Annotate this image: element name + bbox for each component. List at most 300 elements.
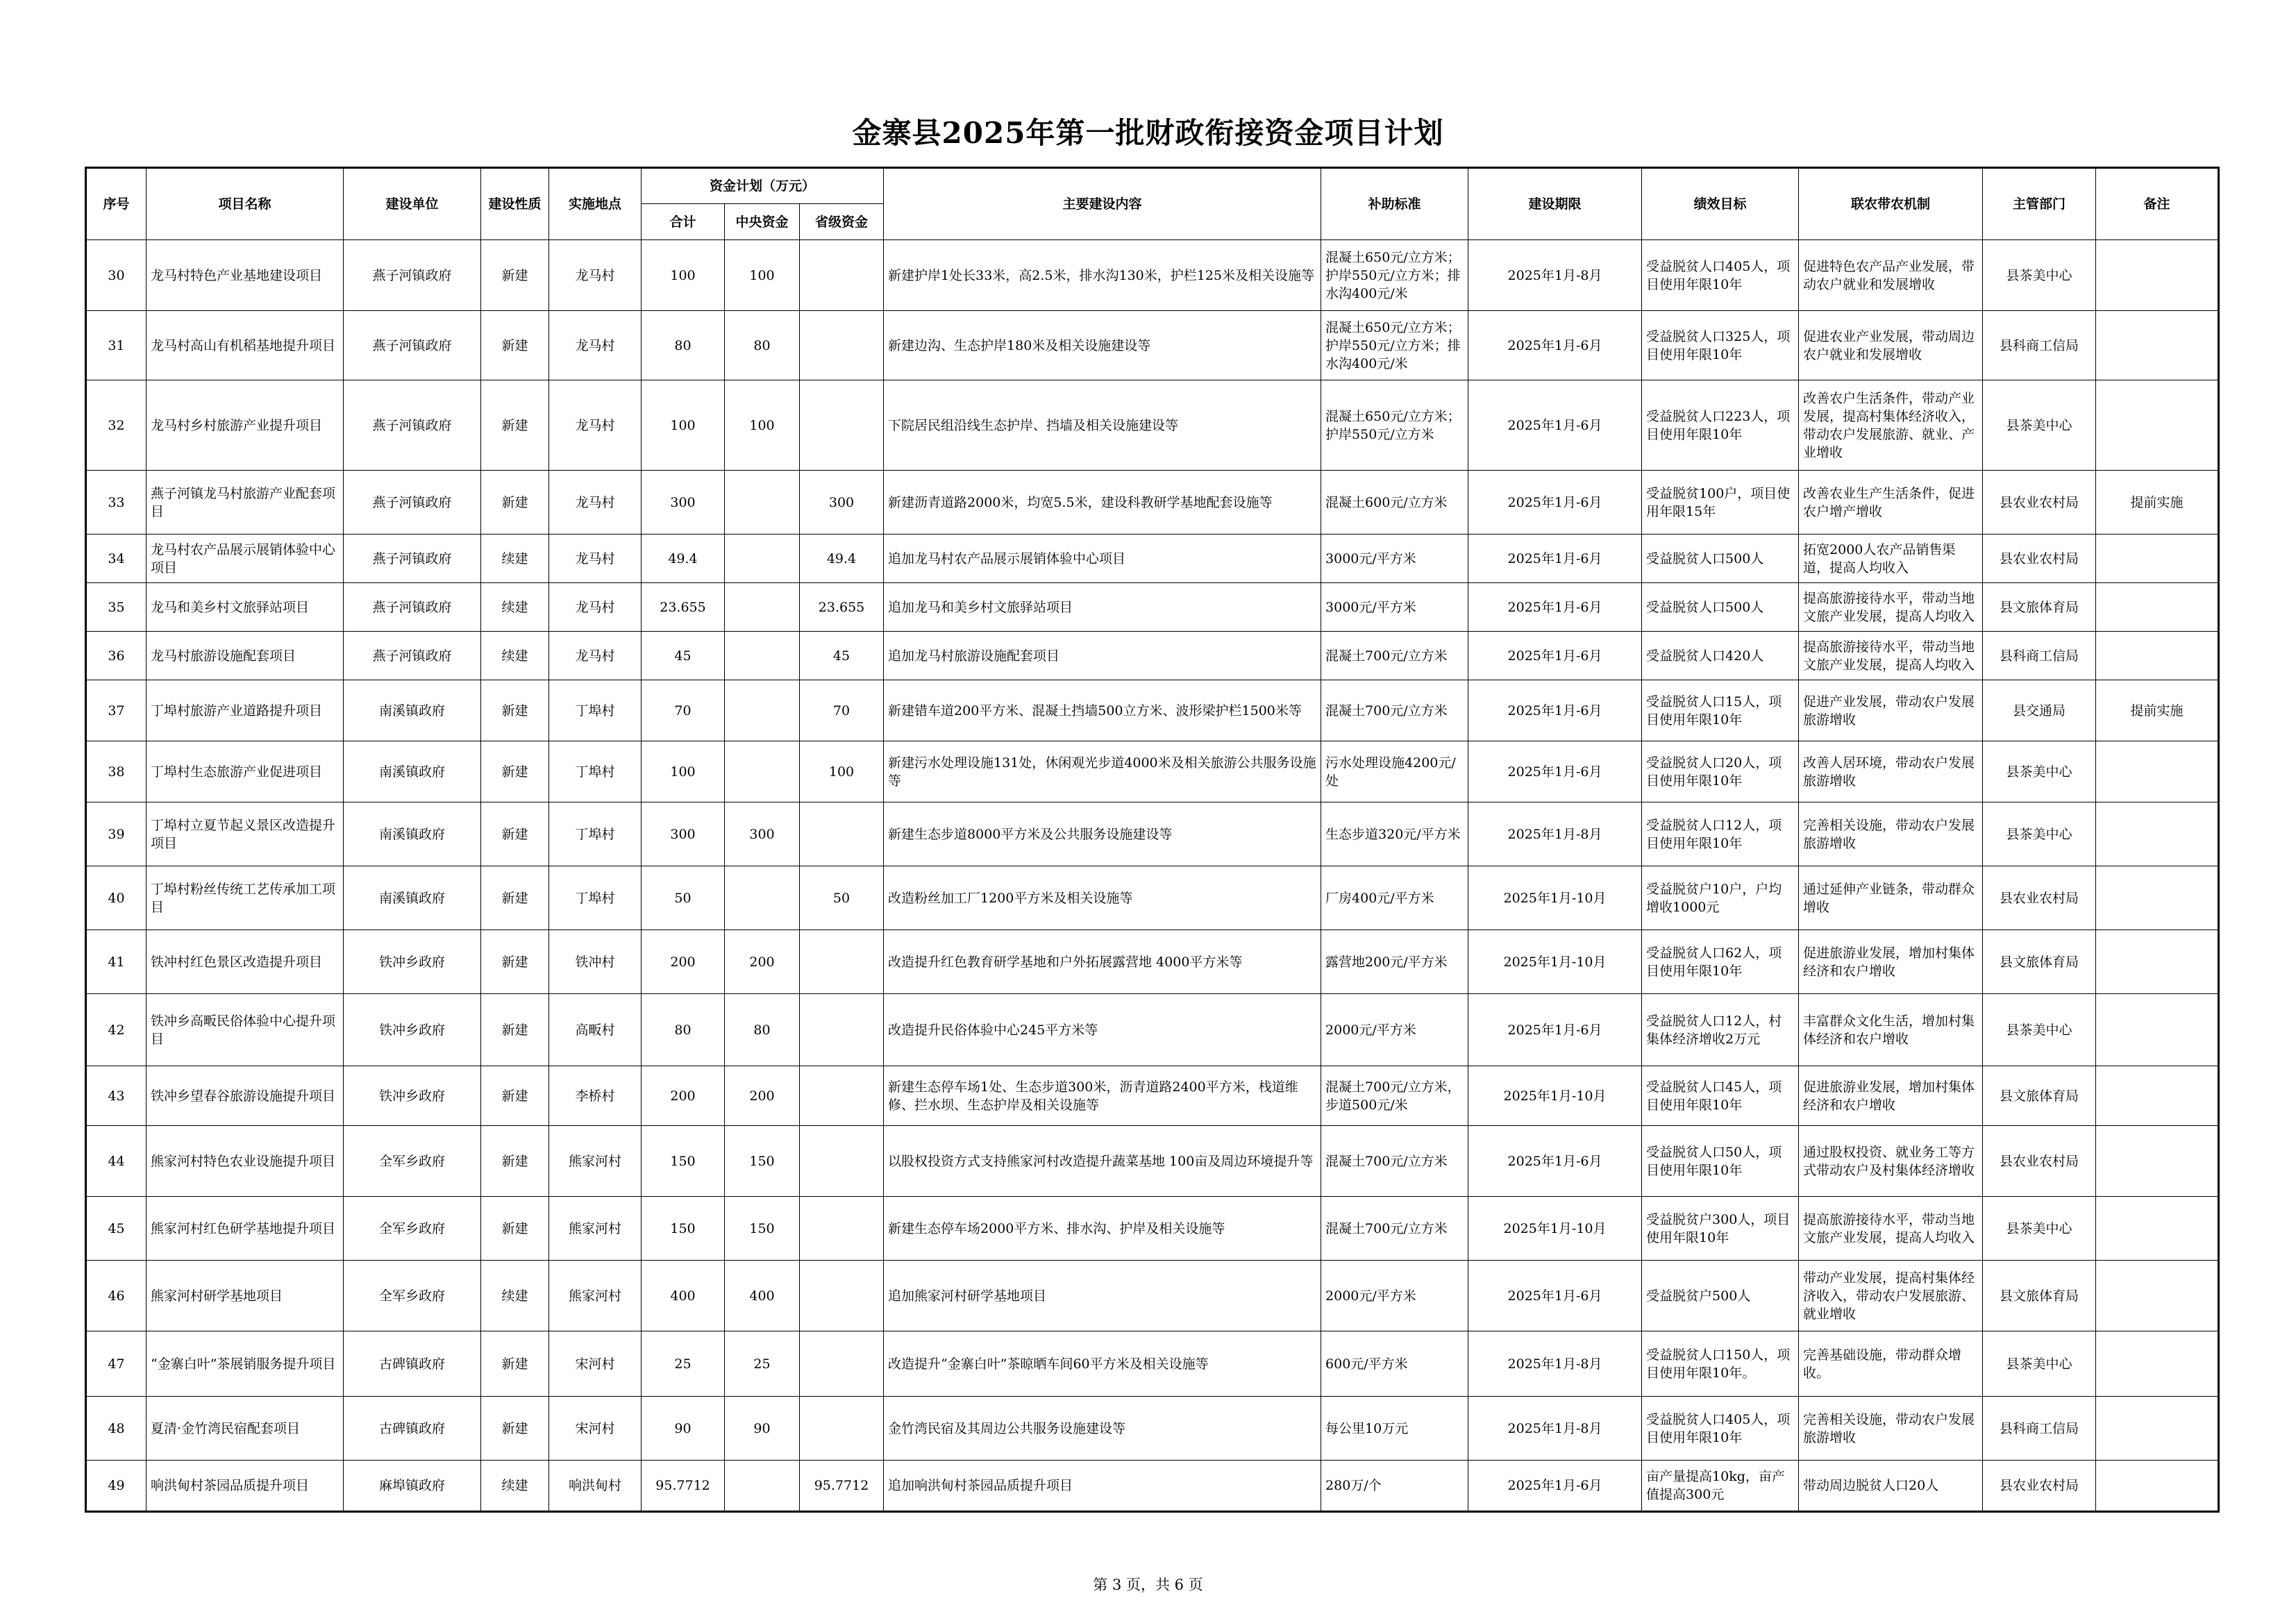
table-row [86,680,2219,741]
row-subsidy: 混凝土700元/立方米 [1321,680,1468,741]
header-dept: 主管部门 [1983,168,2096,240]
header-unit: 建设单位 [344,168,481,240]
row-seq: 47 [86,1331,146,1397]
row-mechanism: 促进旅游业发展，增加村集体经济和农户增收 [1799,930,1983,994]
row-period: 2025年1月-6月 [1468,680,1642,741]
row-nature: 新建 [481,471,549,535]
row-seq: 37 [86,680,146,741]
row-project-name: 龙马村乡村旅游产业提升项目 [146,380,344,471]
row-remark [2096,1126,2219,1197]
row-provincial [800,1261,884,1331]
row-provincial: 49.4 [800,535,884,583]
row-remark [2096,240,2219,311]
row-unit: 燕子河镇政府 [344,380,481,471]
row-content: 新建生态停车场1处、生态步道300米，沥青道路2400平方米，栈道维修、拦水坝、生态护岸及相关设施等 [884,1066,1321,1126]
row-location: 熊家河村 [549,1126,642,1197]
row-seq: 41 [86,930,146,994]
row-unit: 南溪镇政府 [344,802,481,866]
row-location: 丁埠村 [549,741,642,802]
row-location: 龙马村 [549,583,642,632]
row-central [725,535,800,583]
row-performance: 受益脱贫人口223人，项目使用年限10年 [1642,380,1799,471]
row-period: 2025年1月-6月 [1468,311,1642,380]
row-performance: 受益脱贫100户，项目使用年限15年 [1642,471,1799,535]
row-subsidy: 混凝土650元/立方米；护岸550元/立方米 [1321,380,1468,471]
row-seq: 35 [86,583,146,632]
row-period: 2025年1月-6月 [1468,471,1642,535]
row-dept: 县文旅体育局 [1983,1261,2096,1331]
row-nature: 新建 [481,1066,549,1126]
row-mechanism: 完善相关设施，带动农户发展旅游增收 [1799,802,1983,866]
row-nature: 新建 [481,240,549,311]
row-provincial [800,1197,884,1261]
row-total: 100 [642,380,725,471]
row-subsidy: 厂房400元/平方米 [1321,866,1468,930]
row-central: 100 [725,240,800,311]
row-content: 改造提升民俗体验中心245平方米等 [884,994,1321,1066]
row-location: 龙马村 [549,311,642,380]
header-subsidy: 补助标准 [1321,168,1468,240]
row-provincial [800,380,884,471]
row-unit: 全军乡政府 [344,1261,481,1331]
row-performance: 受益脱贫人口12人，村集体经济增收2万元 [1642,994,1799,1066]
row-unit: 全军乡政府 [344,1126,481,1197]
row-provincial [800,994,884,1066]
row-unit: 燕子河镇政府 [344,240,481,311]
row-unit: 铁冲乡政府 [344,1066,481,1126]
row-remark [2096,741,2219,802]
row-mechanism: 促进旅游业发展，增加村集体经济和农户增收 [1799,1066,1983,1126]
row-subsidy: 混凝土650元/立方米；护岸550元/立方米；排水沟400元/米 [1321,311,1468,380]
row-project-name: 燕子河镇龙马村旅游产业配套项目 [146,471,344,535]
row-central: 400 [725,1261,800,1331]
row-dept: 县农业农村局 [1983,535,2096,583]
row-performance: 受益脱贫人口150人，项目使用年限10年。 [1642,1331,1799,1397]
row-mechanism: 改善农户生活条件，带动产业发展，提高村集体经济收入，带动农户发展旅游、就业、产业增收 [1799,380,1983,471]
row-seq: 36 [86,632,146,680]
row-remark [2096,1461,2219,1512]
row-project-name: 铁冲村红色景区改造提升项目 [146,930,344,994]
row-provincial [800,1331,884,1397]
row-performance: 受益脱贫人口405人，项目使用年限10年 [1642,1397,1799,1461]
row-central: 80 [725,994,800,1066]
header-central: 中央资金 [725,204,800,240]
header-nature: 建设性质 [481,168,549,240]
row-dept: 县交通局 [1983,680,2096,741]
row-total: 100 [642,240,725,311]
row-central: 150 [725,1126,800,1197]
row-period: 2025年1月-10月 [1468,930,1642,994]
row-period: 2025年1月-8月 [1468,1331,1642,1397]
row-central [725,1461,800,1512]
row-mechanism: 完善相关设施，带动农户发展旅游增收 [1799,1397,1983,1461]
row-provincial: 95.7712 [800,1461,884,1512]
table-row [86,1066,2219,1126]
header-name: 项目名称 [146,168,344,240]
row-performance: 受益脱贫人口50人，项目使用年限10年 [1642,1126,1799,1197]
row-nature: 新建 [481,741,549,802]
row-unit: 南溪镇政府 [344,741,481,802]
row-total: 80 [642,994,725,1066]
row-unit: 南溪镇政府 [344,680,481,741]
row-project-name: 夏清·金竹湾民宿配套项目 [146,1397,344,1461]
row-dept: 县农业农村局 [1983,471,2096,535]
row-nature: 新建 [481,1197,549,1261]
row-dept: 县农业农村局 [1983,1461,2096,1512]
row-period: 2025年1月-10月 [1468,1066,1642,1126]
row-provincial: 23.655 [800,583,884,632]
row-subsidy: 2000元/平方米 [1321,1261,1468,1331]
row-mechanism: 完善基础设施，带动群众增收。 [1799,1331,1983,1397]
row-performance: 受益脱贫人口405人，项目使用年限10年 [1642,240,1799,311]
row-unit: 燕子河镇政府 [344,583,481,632]
row-performance: 受益脱贫人口500人 [1642,583,1799,632]
row-central [725,866,800,930]
row-project-name: 龙马和美乡村文旅驿站项目 [146,583,344,632]
row-central [725,680,800,741]
row-remark [2096,1397,2219,1461]
row-mechanism: 促进特色农产品产业发展，带动农户就业和发展增收 [1799,240,1983,311]
row-nature: 新建 [481,802,549,866]
row-seq: 38 [86,741,146,802]
header-provincial: 省级资金 [800,204,884,240]
row-seq: 42 [86,994,146,1066]
row-dept: 县农业农村局 [1983,1126,2096,1197]
row-period: 2025年1月-10月 [1468,1197,1642,1261]
row-performance: 受益脱贫人口500人 [1642,535,1799,583]
row-seq: 44 [86,1126,146,1197]
row-provincial: 50 [800,866,884,930]
row-dept: 县茶美中心 [1983,1197,2096,1261]
row-unit: 古碑镇政府 [344,1397,481,1461]
row-performance: 受益脱贫户300人，项目使用年限10年 [1642,1197,1799,1261]
row-total: 90 [642,1397,725,1461]
row-remark [2096,1197,2219,1261]
row-project-name: 铁冲乡望春谷旅游设施提升项目 [146,1066,344,1126]
row-mechanism: 通过股权投资、就业务工等方式带动农户及村集体经济增收 [1799,1126,1983,1197]
row-subsidy: 3000元/平方米 [1321,583,1468,632]
row-location: 龙马村 [549,632,642,680]
row-nature: 新建 [481,1397,549,1461]
row-location: 宋河村 [549,1331,642,1397]
row-total: 25 [642,1331,725,1397]
row-subsidy: 3000元/平方米 [1321,535,1468,583]
row-dept: 县文旅体育局 [1983,583,2096,632]
row-content: 新建污水处理设施131处，休闲观光步道4000米及相关旅游公共服务设施等 [884,741,1321,802]
row-total: 400 [642,1261,725,1331]
row-period: 2025年1月-6月 [1468,632,1642,680]
row-period: 2025年1月-8月 [1468,240,1642,311]
row-project-name: 龙马村农产品展示展销体验中心项目 [146,535,344,583]
row-performance: 受益脱贫人口20人，项目使用年限10年 [1642,741,1799,802]
row-seq: 34 [86,535,146,583]
row-remark [2096,311,2219,380]
table-row [86,583,2219,632]
row-unit: 全军乡政府 [344,1197,481,1261]
row-performance: 亩产量提高10kg，亩产值提高300元 [1642,1461,1799,1512]
row-location: 宋河村 [549,1397,642,1461]
row-project-name: 熊家河村红色研学基地提升项目 [146,1197,344,1261]
row-subsidy: 280万/个 [1321,1461,1468,1512]
row-mechanism: 带动产业发展，提高村集体经济收入，带动农户发展旅游、就业增收 [1799,1261,1983,1331]
row-provincial [800,1066,884,1126]
table-row [86,741,2219,802]
table-row [86,240,2219,311]
row-content: 新建护岸1处长33米，高2.5米，排水沟130米，护栏125米及相关设施等 [884,240,1321,311]
row-total: 45 [642,632,725,680]
row-remark [2096,866,2219,930]
table-row [86,632,2219,680]
row-central: 150 [725,1197,800,1261]
row-remark: 提前实施 [2096,680,2219,741]
row-project-name: 熊家河村特色农业设施提升项目 [146,1126,344,1197]
row-period: 2025年1月-8月 [1468,1397,1642,1461]
row-period: 2025年1月-6月 [1468,1126,1642,1197]
header-total: 合计 [642,204,725,240]
header-remark: 备注 [2096,168,2219,240]
row-period: 2025年1月-6月 [1468,994,1642,1066]
page-number: 第 3 页，共 6 页 [1093,1576,1203,1593]
row-content: 新建生态停车场2000平方米、排水沟、护岸及相关设施等 [884,1197,1321,1261]
header-performance: 绩效目标 [1642,168,1799,240]
row-total: 95.7712 [642,1461,725,1512]
row-provincial: 100 [800,741,884,802]
row-nature: 新建 [481,1331,549,1397]
row-remark [2096,802,2219,866]
row-period: 2025年1月-10月 [1468,866,1642,930]
row-provincial [800,1126,884,1197]
row-dept: 县科商工信局 [1983,1397,2096,1461]
row-unit: 铁冲乡政府 [344,930,481,994]
row-period: 2025年1月-6月 [1468,741,1642,802]
row-location: 丁埠村 [549,802,642,866]
row-central [725,583,800,632]
row-performance: 受益脱贫人口62人，项目使用年限10年 [1642,930,1799,994]
row-period: 2025年1月-6月 [1468,1461,1642,1512]
table-row [86,1261,2219,1331]
row-total: 23.655 [642,583,725,632]
row-subsidy: 混凝土700元/立方米 [1321,1126,1468,1197]
row-dept: 县农业农村局 [1983,866,2096,930]
row-nature: 新建 [481,866,549,930]
row-dept: 县茶美中心 [1983,1331,2096,1397]
row-central [725,471,800,535]
row-central: 80 [725,311,800,380]
row-nature: 续建 [481,632,549,680]
row-content: 新建沥青道路2000米，均宽5.5米，建设科教研学基地配套设施等 [884,471,1321,535]
row-content: 下院居民组沿线生态护岸、挡墙及相关设施建设等 [884,380,1321,471]
table-row [86,994,2219,1066]
row-subsidy: 混凝土700元/立方米，步道500元/米 [1321,1066,1468,1126]
row-performance: 受益脱贫人口12人，项目使用年限10年 [1642,802,1799,866]
row-mechanism: 提高旅游接待水平，带动当地文旅产业发展，提高人均收入 [1799,632,1983,680]
row-nature: 续建 [481,535,549,583]
row-location: 响洪甸村 [549,1461,642,1512]
row-location: 铁冲村 [549,930,642,994]
row-subsidy: 生态步道320元/平方米 [1321,802,1468,866]
table-row [86,802,2219,866]
table-row [86,535,2219,583]
row-mechanism: 拓宽2000人农产品销售渠道，提高人均收入 [1799,535,1983,583]
row-total: 200 [642,930,725,994]
row-nature: 新建 [481,680,549,741]
row-remark [2096,380,2219,471]
row-total: 150 [642,1197,725,1261]
row-unit: 燕子河镇政府 [344,471,481,535]
row-nature: 新建 [481,1126,549,1197]
table-row [86,866,2219,930]
header-location: 实施地点 [549,168,642,240]
table-body [86,240,2219,1512]
table-row [86,1197,2219,1261]
row-subsidy: 每公里10万元 [1321,1397,1468,1461]
row-location: 龙马村 [549,240,642,311]
row-location: 龙马村 [549,380,642,471]
row-subsidy: 混凝土700元/立方米 [1321,1197,1468,1261]
row-seq: 39 [86,802,146,866]
row-seq: 49 [86,1461,146,1512]
row-dept: 县文旅体育局 [1983,930,2096,994]
row-subsidy: 混凝土650元/立方米；护岸550元/立方米；排水沟400元/米 [1321,240,1468,311]
row-total: 50 [642,866,725,930]
row-content: 追加龙马村农产品展示展销体验中心项目 [884,535,1321,583]
row-content: 追加龙马村旅游设施配套项目 [884,632,1321,680]
row-remark [2096,1066,2219,1126]
row-mechanism: 改善农业生产生活条件，促进农户增产增收 [1799,471,1983,535]
table-row [86,1126,2219,1197]
row-central [725,741,800,802]
row-project-name: 龙马村旅游设施配套项目 [146,632,344,680]
row-unit: 麻埠镇政府 [344,1461,481,1512]
row-project-name: 响洪甸村茶园品质提升项目 [146,1461,344,1512]
row-remark [2096,1261,2219,1331]
row-subsidy: 混凝土700元/立方米 [1321,632,1468,680]
page-title: 金寨县2025年第一批财政衔接资金项目计划 [852,116,1444,150]
row-central: 200 [725,1066,800,1126]
row-provincial [800,930,884,994]
row-total: 150 [642,1126,725,1197]
header-funding-plan: 资金计划（万元） [642,168,884,204]
row-nature: 新建 [481,380,549,471]
row-unit: 南溪镇政府 [344,866,481,930]
row-remark [2096,583,2219,632]
row-nature: 续建 [481,1261,549,1331]
row-location: 龙马村 [549,471,642,535]
row-provincial [800,1397,884,1461]
row-dept: 县茶美中心 [1983,240,2096,311]
row-subsidy: 露营地200元/平方米 [1321,930,1468,994]
row-period: 2025年1月-8月 [1468,802,1642,866]
row-project-name: 丁埠村立夏节起义景区改造提升项目 [146,802,344,866]
row-remark [2096,632,2219,680]
row-seq: 30 [86,240,146,311]
row-central: 100 [725,380,800,471]
row-project-name: 熊家河村研学基地项目 [146,1261,344,1331]
row-location: 熊家河村 [549,1197,642,1261]
table-row [86,380,2219,471]
row-mechanism: 促进产业发展，带动农户发展旅游增收 [1799,680,1983,741]
row-nature: 新建 [481,311,549,380]
row-performance: 受益脱贫户10户，户均增收1000元 [1642,866,1799,930]
table-row [86,471,2219,535]
row-nature: 续建 [481,1461,549,1512]
row-remark [2096,994,2219,1066]
row-total: 200 [642,1066,725,1126]
row-total: 100 [642,741,725,802]
row-remark [2096,535,2219,583]
row-subsidy: 2000元/平方米 [1321,994,1468,1066]
row-provincial: 45 [800,632,884,680]
row-mechanism: 丰富群众文化生活，增加村集体经济和农户增收 [1799,994,1983,1066]
row-seq: 45 [86,1197,146,1261]
row-seq: 31 [86,311,146,380]
row-unit: 燕子河镇政府 [344,535,481,583]
row-nature: 新建 [481,930,549,994]
row-performance: 受益脱贫人口15人，项目使用年限10年 [1642,680,1799,741]
row-dept: 县科商工信局 [1983,632,2096,680]
row-seq: 33 [86,471,146,535]
row-dept: 县茶美中心 [1983,741,2096,802]
row-total: 300 [642,802,725,866]
row-project-name: 龙马村特色产业基地建设项目 [146,240,344,311]
table-row [86,1397,2219,1461]
row-project-name: 丁埠村粉丝传统工艺传承加工项目 [146,866,344,930]
row-central: 90 [725,1397,800,1461]
row-provincial: 70 [800,680,884,741]
row-provincial: 300 [800,471,884,535]
table-row [86,1461,2219,1512]
row-performance: 受益脱贫人口420人 [1642,632,1799,680]
row-dept: 县茶美中心 [1983,380,2096,471]
row-seq: 46 [86,1261,146,1331]
row-mechanism: 带动周边脱贫人口20人 [1799,1461,1983,1512]
table-row [86,1331,2219,1397]
row-location: 熊家河村 [549,1261,642,1331]
row-total: 300 [642,471,725,535]
row-period: 2025年1月-6月 [1468,380,1642,471]
row-provincial [800,240,884,311]
row-location: 龙马村 [549,535,642,583]
row-subsidy: 600元/平方米 [1321,1331,1468,1397]
row-mechanism: 提高旅游接待水平，带动当地文旅产业发展，提高人均收入 [1799,583,1983,632]
row-performance: 受益脱贫户500人 [1642,1261,1799,1331]
row-total: 70 [642,680,725,741]
row-total: 49.4 [642,535,725,583]
row-content: 追加龙马和美乡村文旅驿站项目 [884,583,1321,632]
row-seq: 48 [86,1397,146,1461]
row-period: 2025年1月-6月 [1468,535,1642,583]
row-dept: 县科商工信局 [1983,311,2096,380]
row-seq: 43 [86,1066,146,1126]
row-project-name: 丁埠村旅游产业道路提升项目 [146,680,344,741]
row-content: 金竹湾民宿及其周边公共服务设施建设等 [884,1397,1321,1461]
row-location: 丁埠村 [549,866,642,930]
row-dept: 县茶美中心 [1983,802,2096,866]
row-content: 改造提升“金寨白叶”茶晾晒车间60平方米及相关设施等 [884,1331,1321,1397]
row-seq: 40 [86,866,146,930]
table-row [86,311,2219,380]
row-subsidy: 污水处理设施4200元/处 [1321,741,1468,802]
row-mechanism: 通过延伸产业链条，带动群众增收 [1799,866,1983,930]
row-central: 25 [725,1331,800,1397]
header-mechanism: 联农带农机制 [1799,168,1983,240]
row-content: 改造提升红色教育研学基地和户外拓展露营地 4000平方米等 [884,930,1321,994]
row-nature: 续建 [481,583,549,632]
row-nature: 新建 [481,994,549,1066]
row-location: 李桥村 [549,1066,642,1126]
row-provincial [800,311,884,380]
row-unit: 铁冲乡政府 [344,994,481,1066]
